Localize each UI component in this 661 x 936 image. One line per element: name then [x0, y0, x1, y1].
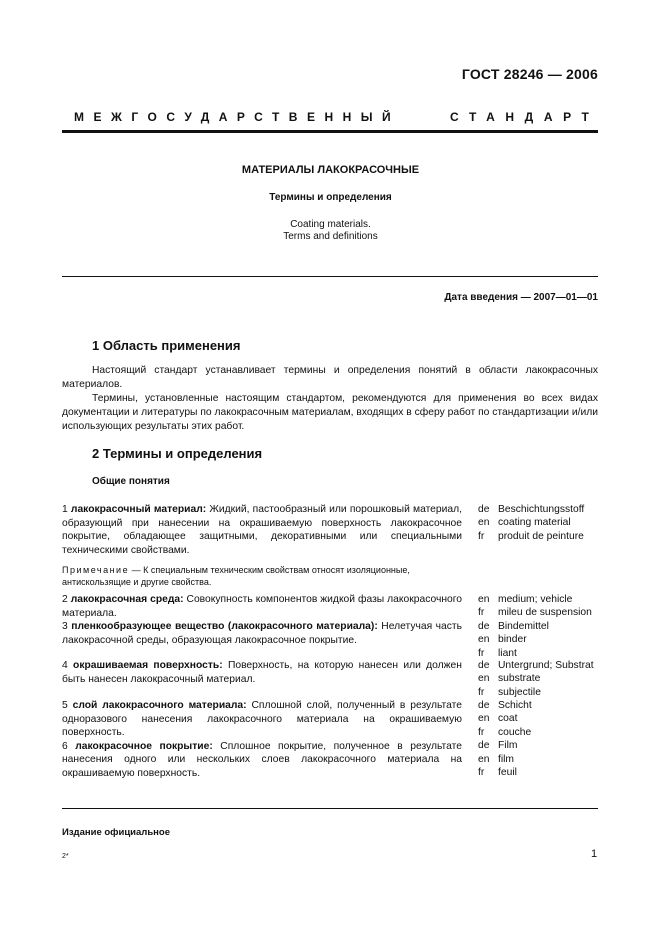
term-name: пленкообразующее вещество (лакокрасочного материала): — [71, 621, 378, 632]
standard-code: ГОСТ 28246 — 2006 — [461, 66, 598, 82]
language-code: de — [478, 740, 490, 752]
equivalent-item — [478, 766, 628, 779]
equivalent-text: coat — [498, 713, 518, 725]
equivalent-item — [478, 620, 628, 633]
header-rule — [62, 130, 598, 133]
note-text: — К специальным техническим свойствам относят изоляционные, антискользящие и другие свойства. — [62, 565, 410, 587]
term-entry-1 — [62, 503, 462, 557]
language-code: en — [478, 673, 490, 685]
equivalent-text: produit de peinture — [498, 530, 584, 542]
equivalent-item — [478, 516, 628, 529]
term-entry-2 — [62, 593, 462, 647]
equivalent-text: binder — [498, 634, 527, 646]
equivalent-item — [478, 672, 628, 685]
term-name: лакокрасочная среда: — [70, 594, 184, 605]
equivalents-term-2-3 — [478, 593, 628, 660]
page-number: 1 — [591, 848, 598, 860]
section-2-heading: 2 Термины и определения — [92, 446, 263, 461]
term-definition: Совокупность компонентов жидкой фазы лакокрасочного материала. — [62, 594, 462, 619]
equivalent-item — [478, 593, 628, 606]
equivalents-term-4 — [478, 659, 628, 699]
equivalent-text: subjectile — [498, 686, 541, 698]
equivalent-text: Schicht — [498, 700, 532, 711]
term-entry-4 — [62, 659, 462, 686]
introduction-date: Дата введения — 2007—01—01 — [444, 292, 598, 303]
equivalent-item — [478, 659, 628, 672]
banner-interstate: МЕЖГОСУДАРСТВЕННЫЙ — [74, 110, 401, 124]
term-entry-5 — [62, 699, 462, 780]
section-1-paragraph-1: Настоящий стандарт устанавливает термины и определения понятий в области лакокрасочных материалов. — [62, 365, 598, 390]
language-code: en — [478, 594, 490, 605]
language-code: de — [478, 700, 490, 711]
equivalent-text: couche — [498, 726, 532, 738]
language-code: de — [478, 620, 490, 632]
term-number: 5 — [62, 700, 68, 711]
equivalents-term-1 — [478, 503, 628, 543]
equivalent-text: Beschichtungsstoff — [498, 504, 585, 515]
english-subtitle: Terms and definitions — [283, 231, 378, 242]
section-2-subheading: Общие понятия — [92, 476, 170, 487]
term-number: 2 — [62, 594, 68, 605]
equivalent-text: Bindemittel — [498, 620, 549, 632]
equivalent-item — [478, 739, 628, 752]
equivalent-item — [478, 753, 628, 766]
section-1-heading: 1 Область применения — [92, 338, 241, 353]
equivalent-item — [478, 699, 628, 712]
document-title: МАТЕРИАЛЫ ЛАКОКРАСОЧНЫЕ — [241, 164, 420, 176]
language-code: fr — [478, 607, 485, 619]
equivalent-text: medium; vehicle — [498, 594, 573, 605]
note-block — [62, 564, 462, 588]
equivalent-item — [478, 726, 628, 739]
equivalent-item — [478, 633, 628, 646]
equivalent-text: coating material — [498, 517, 571, 529]
term-definition: Нелетучая часть лакокрасочной среды, образующая лакокрасочное покрытие. — [62, 621, 462, 646]
equivalent-text: feuil — [498, 767, 517, 779]
term-number: 1 — [62, 504, 68, 515]
term-definition: Поверхность, на которую нанесен или должен быть нанесен лакокрасочный материал. — [62, 660, 462, 685]
language-code: en — [478, 634, 490, 646]
equivalent-item — [478, 606, 628, 619]
equivalent-item — [478, 530, 628, 543]
language-code: en — [478, 713, 490, 725]
title-rule — [62, 276, 598, 277]
language-code: fr — [478, 726, 485, 738]
term-name: лакокрасочный материал: — [70, 504, 207, 515]
equivalent-text: substrate — [498, 673, 541, 685]
official-edition-label: Издание официальное — [62, 827, 170, 838]
equivalents-term-5-6 — [478, 699, 628, 779]
section-1-paragraph-2: Термины, установленные настоящим стандартом, рекомендуются для применения во всех видах документации и литературы по лакокрасочным материалам, входящих в сферу работ по стандартизации и/или использующих результаты этих работ. — [62, 393, 598, 432]
equivalent-text: Film — [498, 740, 518, 752]
equivalent-item — [478, 503, 628, 516]
language-code: de — [478, 660, 490, 671]
language-code: fr — [478, 686, 485, 698]
term-number: 3 — [62, 621, 68, 632]
document-subtitle: Термины и определения — [269, 192, 392, 203]
term-number: 4 — [62, 660, 68, 671]
equivalent-text: mileu de suspension — [498, 607, 592, 619]
equivalent-text: Untergrund; Substrat — [498, 660, 594, 671]
term-definition: Сплошное покрытие, полученное в результате нанесения одного или нескольких слоев лакокрасочного материала на окрашиваемую поверхность. — [62, 740, 462, 779]
footer-rule — [62, 808, 598, 809]
term-name: лакокрасочное покрытие: — [75, 740, 213, 752]
language-code: fr — [478, 647, 485, 659]
standard-banner — [74, 110, 600, 124]
sheet-mark: 2* — [62, 853, 69, 860]
term-name: слой лакокрасочного материала: — [72, 700, 247, 711]
term-definition: Жидкий, пастообразный или порошковый материал, образующий при нанесении на окрашиваемую поверхность лакокрасочное покрытие, обладающее защитными, декоративными или специальными техническими свойствами. — [62, 504, 462, 556]
note-label: Примечание — [62, 565, 130, 575]
banner-standard: СТАНДАРТ — [450, 110, 600, 124]
language-code: fr — [478, 530, 485, 542]
language-code: de — [478, 504, 490, 515]
term-name: окрашиваемая поверхность: — [73, 660, 223, 671]
equivalent-item — [478, 686, 628, 699]
language-code: fr — [478, 767, 485, 779]
english-title: Coating materials. — [290, 219, 371, 230]
equivalent-text: liant — [498, 647, 517, 659]
equivalent-item — [478, 712, 628, 725]
term-definition: Сплошной слой, полученный в результате одноразового нанесения лакокрасочного материала на окрашиваемую поверхность. — [62, 700, 462, 738]
section-1-body — [62, 364, 598, 434]
language-code: en — [478, 517, 490, 529]
equivalent-text: film — [498, 753, 515, 765]
language-code: en — [478, 753, 490, 765]
term-number: 6 — [62, 740, 68, 752]
